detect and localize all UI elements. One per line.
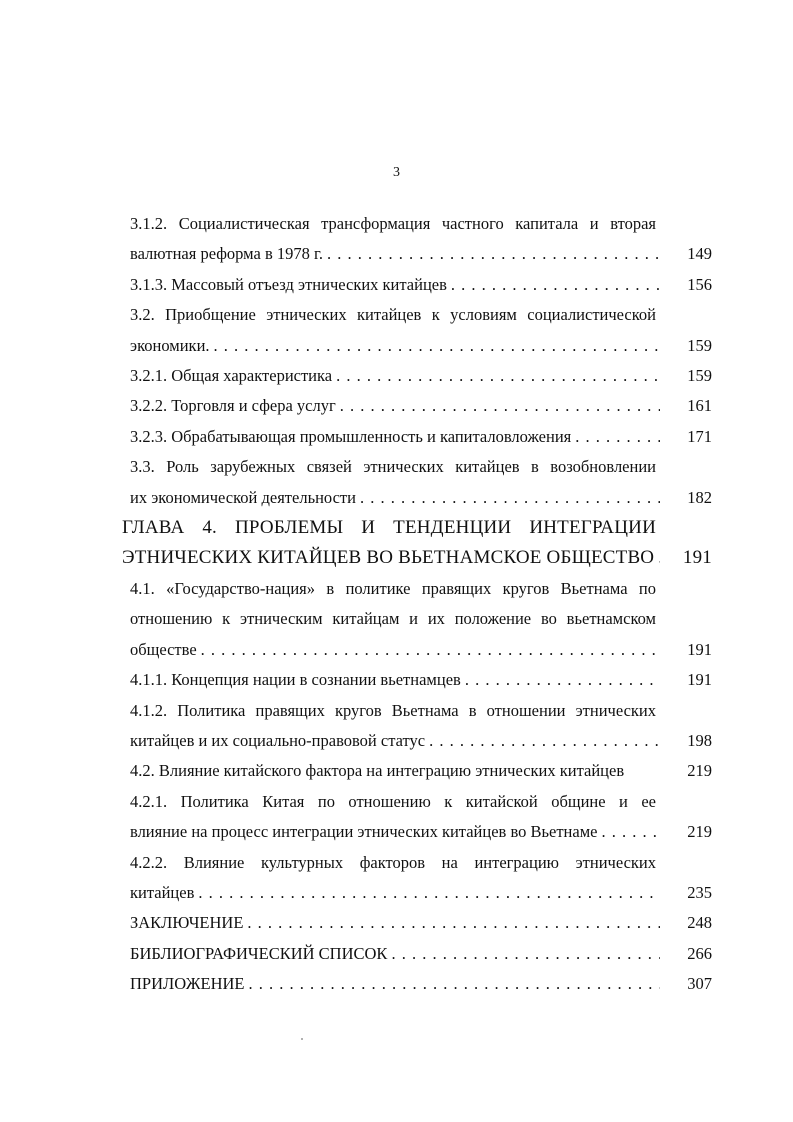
toc-page-number: 191 [687, 639, 712, 659]
toc-entry-line: 4.1.2. Политика правящих кругов Вьетнама в отношении этнических [130, 700, 656, 720]
toc-entry-3-2-2 [122, 391, 712, 421]
toc-page-number: 159 [687, 366, 712, 386]
toc-entry-title: китайцев и их социально-правовой статус [130, 730, 426, 750]
toc-entry-line [130, 635, 712, 665]
dot-leader [201, 635, 660, 665]
toc-entry-line [130, 939, 712, 969]
toc-page-number: 161 [687, 396, 712, 416]
toc-entry-4-2-2 [122, 848, 712, 909]
toc-entry-title: ПРИЛОЖЕНИЕ [130, 974, 245, 994]
toc-entry-line [130, 483, 712, 513]
toc-entry-line [130, 270, 712, 300]
dot-leader [327, 239, 660, 269]
toc-entry-title: экономики. [130, 335, 210, 355]
toc-entry-conclusion [122, 908, 712, 938]
toc-entry-4-1 [122, 574, 712, 665]
table-of-contents [122, 209, 712, 1000]
toc-entry-line [122, 543, 712, 573]
toc-page-number: 149 [687, 244, 712, 264]
scan-artifact-dot [301, 1038, 303, 1040]
toc-entry-title: ЗАКЛЮЧЕНИЕ [130, 913, 244, 933]
toc-page-number: 191 [687, 670, 712, 690]
toc-entry-line [130, 969, 712, 999]
dot-leader [198, 878, 660, 908]
toc-entry-line [130, 361, 712, 391]
toc-entry-4-2-1 [122, 787, 712, 848]
toc-entry-title: БИБЛИОГРАФИЧЕСКИЙ СПИСОК [130, 943, 388, 963]
toc-entry-line [130, 665, 712, 695]
toc-entry-3-1-2 [122, 209, 712, 270]
toc-page-number: 307 [687, 974, 712, 994]
dot-leader [658, 543, 660, 573]
toc-entry-line [130, 817, 712, 847]
toc-entry-appendix [122, 969, 712, 999]
toc-entry-line: 4.2.2. Влияние культурных факторов на интеграцию этнических [130, 852, 656, 872]
dot-leader [391, 939, 660, 969]
dot-leader [248, 969, 660, 999]
toc-entry-title: китайцев [130, 882, 195, 902]
toc-entry-4-1-2 [122, 696, 712, 757]
toc-entry-title: 4.1.1. Концепция нации в сознании вьетнамцев [130, 670, 461, 690]
toc-page-number: 191 [682, 547, 712, 569]
toc-entry-3-2 [122, 300, 712, 361]
toc-entry-title: 3.1.3. Массовый отъезд этнических китайцев [130, 274, 447, 294]
dot-leader [360, 483, 660, 513]
dot-leader [429, 726, 660, 756]
toc-entry-line: 3.1.2. Социалистическая трансформация частного капитала и вторая [130, 214, 656, 233]
toc-entry-line: 3.2. Приобщение этнических китайцев к условиям социалистической [130, 305, 656, 325]
toc-entry-line [130, 331, 712, 361]
toc-entry-line [130, 726, 712, 756]
toc-entry-title: их экономической деятельности [130, 487, 356, 507]
toc-entry-3-3 [122, 452, 712, 513]
toc-entry-title: 3.2.3. Обрабатывающая промышленность и капиталовложения [130, 426, 572, 446]
toc-page-number: 156 [687, 274, 712, 294]
toc-page-number: 219 [687, 761, 712, 781]
toc-page-number: 248 [687, 913, 712, 933]
toc-entry-title: 4.2. Влияние китайского фактора на интеграцию этнических китайцев [130, 761, 625, 781]
toc-entry-line [130, 422, 712, 452]
toc-entry-line: 4.2.1. Политика Китая по отношению к китайской общине и ее [130, 791, 656, 811]
dot-leader [601, 817, 660, 847]
toc-entry-4-2 [122, 756, 712, 786]
toc-page-number: 159 [687, 335, 712, 355]
toc-entry-title: обществе [130, 639, 197, 659]
toc-entry-bibliography [122, 939, 712, 969]
toc-entry-title: 3.2.2. Торговля и сфера услуг [130, 396, 336, 416]
page-number: 3 [393, 165, 400, 180]
toc-entry-line: ГЛАВА 4. ПРОБЛЕМЫ И ТЕНДЕНЦИИ ИНТЕГРАЦИИ [122, 517, 656, 539]
dot-leader [247, 908, 660, 938]
toc-entry-3-2-1 [122, 361, 712, 391]
toc-entry-line [130, 756, 712, 786]
toc-entry-line: 4.1. «Государство-нация» в политике правящих кругов Вьетнама по [130, 578, 656, 598]
dot-leader [214, 331, 660, 361]
toc-entry-title: валютная реформа в 1978 г. [130, 244, 324, 264]
toc-entry-title: влияние на процесс интеграции этнических китайцев во Вьетнаме [130, 822, 598, 842]
toc-page-number: 198 [687, 730, 712, 750]
toc-entry-title: ЭТНИЧЕСКИХ КИТАЙЦЕВ ВО ВЬЕТНАМСКОЕ ОБЩЕСТВО [122, 547, 655, 569]
toc-entry-line [130, 908, 712, 938]
dot-leader [336, 361, 660, 391]
dot-leader [465, 665, 660, 695]
toc-entry-line [130, 239, 712, 269]
toc-entry-line [130, 391, 712, 421]
toc-entry-3-1-3 [122, 270, 712, 300]
toc-entry-4-1-1 [122, 665, 712, 695]
toc-entry-title: 3.2.1. Общая характеристика [130, 366, 333, 386]
dot-leader [451, 270, 660, 300]
toc-page-number: 182 [687, 487, 712, 507]
toc-page-number: 171 [687, 426, 712, 446]
toc-page-number: 235 [687, 882, 712, 902]
dot-leader [575, 422, 660, 452]
toc-page-number: 219 [687, 822, 712, 842]
toc-page-number: 266 [687, 943, 712, 963]
toc-entry-line: 3.3. Роль зарубежных связей этнических китайцев в возобновлении [130, 457, 656, 477]
dot-leader [340, 391, 660, 421]
toc-entry-line: отношению к этническим китайцам и их положение во вьетнамском [130, 609, 656, 629]
toc-entry-3-2-3 [122, 422, 712, 452]
toc-entry-line [130, 878, 712, 908]
toc-entry-ch4 [122, 513, 712, 574]
